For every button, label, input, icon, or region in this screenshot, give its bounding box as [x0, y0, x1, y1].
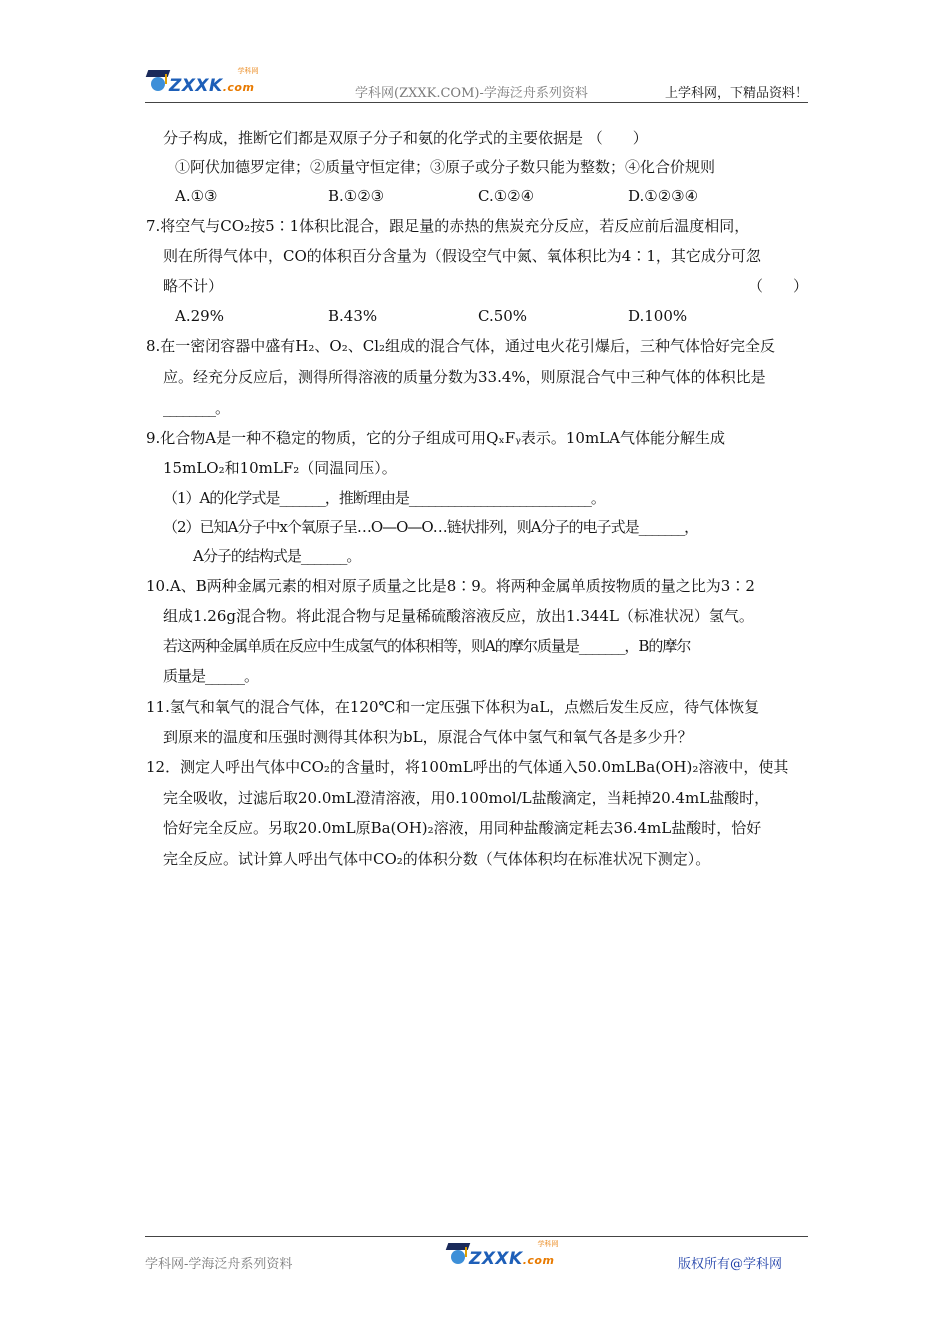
q10-line-2: 组成1.26g混合物。将此混合物与足量稀硫酸溶液反应，放出1.344L（标准状况）氢气。	[163, 607, 754, 625]
q7-option-d: D.100%	[628, 307, 688, 325]
q6-statements: ①阿伏加德罗定律；②质量守恒定律；③原子或分子数只能为整数；④化合价规则	[175, 158, 716, 176]
header-center-text: 学科网(ZXXK.COM)-学海泛舟系列资料	[355, 86, 588, 101]
q11-line-1: 11.氢气和氧气的混合气体，在120℃和一定压强下体积为aL，点燃后发生反应，待气体恢复	[146, 698, 760, 716]
q12-line-3: 恰好完全反应。另取20.0mL原Ba(OH)₂溶液，用同种盐酸滴定耗去36.4mL盐酸时，恰好	[163, 819, 762, 837]
q6-stem-continuation: 分子构成，推断它们都是双原子分子和氨的化学式的主要依据是 （ ）	[163, 129, 648, 147]
q8-line-2: 应。经充分反应后，测得所得溶液的质量分数为33.4%，则原混合气中三种气体的体积比是	[163, 368, 766, 386]
footer-zxxk-logo: ZXXK.com 学科网	[445, 1241, 554, 1269]
q9-part-2: （2）已知A分子中x个氧原子呈…O—O—O…链状排列，则A分子的电子式是_______，	[163, 518, 699, 536]
mascot-icon	[145, 68, 171, 96]
q9-part-2-continuation: A分子的结构式是_______。	[193, 547, 361, 565]
q6-option-a: A.①③	[175, 187, 218, 205]
q12-line-4: 完全反应。试计算人呼出气体中CO₂的体积分数（气体体积均在标准状况下测定）。	[163, 850, 711, 868]
page-header	[145, 62, 808, 103]
page-footer	[145, 1236, 808, 1277]
footer-left-text: 学科网-学海泛舟系列资料	[145, 1257, 293, 1272]
mascot-icon	[445, 1241, 471, 1269]
q7-option-a: A.29%	[175, 307, 224, 325]
q10-line-1: 10.A、B两种金属元素的相对原子质量之比是8∶9。将两种金属单质按物质的量之比为3∶2	[146, 577, 755, 595]
q8-line-1: 8.在一密闭容器中盛有H₂、O₂、Cl₂组成的混合气体，通过电火花引爆后，三种气体恰好完全反	[146, 337, 776, 355]
q7-answer-paren: （ ）	[748, 277, 809, 295]
q10-line-4: 质量是______。	[163, 667, 259, 685]
q8-answer-blank: ________。	[163, 399, 230, 417]
q12-line-2: 完全吸收，过滤后取20.0mL澄清溶液，用0.100mol/L盐酸滴定，当耗掉20.4mL盐酸时，	[163, 789, 770, 807]
q7-option-c: C.50%	[478, 307, 528, 325]
q7-line-2: 则在所得气体中，CO的体积百分含量为（假设空气中氮、氧体积比为4∶1，其它成分可忽	[163, 247, 761, 265]
zxxk-logo: ZXXK.com 学科网	[145, 68, 254, 96]
q6-option-c: C.①②④	[478, 187, 535, 205]
q12-line-1: 12．测定人呼出气体中CO₂的含量时，将100mL呼出的气体通入50.0mLBa(OH)₂溶液中，使其	[146, 758, 789, 776]
q7-line-1: 7.将空气与CO₂按5∶1体积比混合，跟足量的赤热的焦炭充分反应，若反应前后温度相同，	[146, 217, 750, 235]
q6-option-b: B.①②③	[328, 187, 385, 205]
q9-line-2: 15mLO₂和10mLF₂（同温同压）。	[163, 459, 397, 477]
footer-right-text: 版权所有@学科网	[677, 1257, 782, 1272]
q10-line-3: 若这两种金属单质在反应中生成氢气的体积相等，则A的摩尔质量是_______，B的摩尔	[163, 637, 691, 655]
header-right-text: 上学科网，下精品资料！	[664, 86, 808, 101]
q9-line-1: 9.化合物A是一种不稳定的物质，它的分子组成可用QₓFᵧ表示。10mLA气体能分解生成	[146, 429, 725, 447]
q9-part-1: （1）A的化学式是_______，推断理由是____________________________。	[163, 489, 605, 507]
q11-line-2: 到原来的温度和压强时测得其体积为bL，原混合气体中氢气和氧气各是多少升？	[163, 728, 693, 746]
q6-option-d: D.①②③④	[628, 187, 699, 205]
q7-line-3: 略不计）	[163, 277, 224, 295]
q7-option-b: B.43%	[328, 307, 378, 325]
